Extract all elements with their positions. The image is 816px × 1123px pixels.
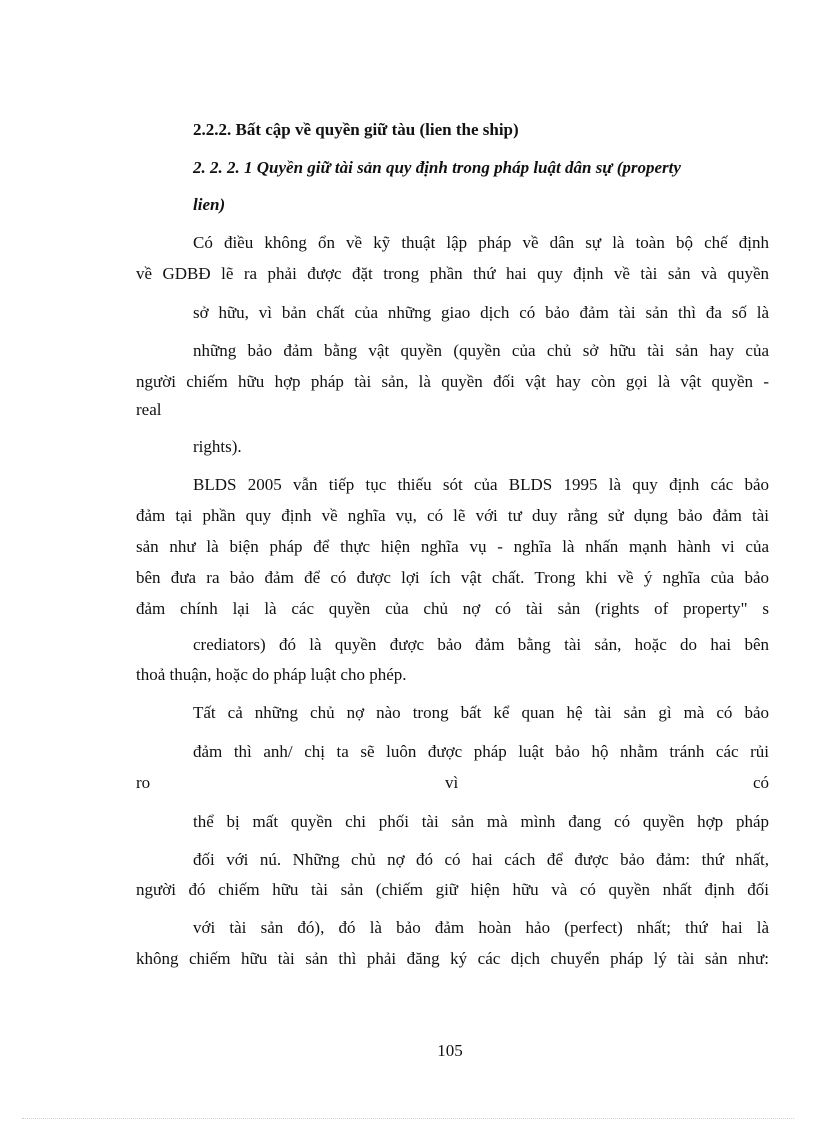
body-line: những bảo đảm bằng vật quyền (quyền của chủ sở hữu tài sản hay của — [193, 341, 769, 360]
body-line: người chiếm hữu hợp pháp tài sản, là quyền đối vật hay còn gọi là vật quyền - — [136, 372, 769, 391]
footer-divider — [22, 1118, 794, 1119]
body-line: đảm thì anh/ chị ta sẽ luôn được pháp luật bảo hộ nhằm tránh các rủi — [193, 742, 769, 761]
body-line: Có điều không ổn về kỹ thuật lập pháp về dân sự là toàn bộ chế định — [193, 233, 769, 252]
body-line: real — [136, 400, 162, 419]
body-line: không chiếm hữu tài sản thì phải đăng ký các dịch chuyển pháp lý tài sản như: — [136, 949, 769, 968]
body-line: ro vì có — [136, 773, 769, 792]
body-line: thoả thuận, hoặc do pháp luật cho phép. — [136, 665, 407, 684]
subsection-heading-line-2: lien) — [193, 195, 226, 214]
body-line: đảm chính lại là các quyền của chủ nợ có tài sản (rights of property" s — [136, 599, 769, 618]
body-line: đối với nú. Những chủ nợ đó có hai cách để được bảo đảm: thứ nhất, — [193, 850, 769, 869]
body-line: đảm tại phần quy định về nghĩa vụ, có lẽ với tư duy rằng sử dụng bảo đảm tài — [136, 506, 769, 525]
body-line: rights). — [193, 437, 242, 456]
section-heading: 2.2.2. Bất cập về quyền giữ tàu (lien the ship) — [193, 120, 519, 139]
body-line: thể bị mất quyền chi phối tài sản mà mình đang có quyền hợp pháp — [193, 812, 769, 831]
body-line: crediators) đó là quyền được bảo đảm bằng tài sản, hoặc do hai bên — [193, 635, 769, 654]
body-line: sở hữu, vì bản chất của những giao dịch có bảo đảm tài sản thì đa số là — [193, 303, 769, 322]
body-line: người đó chiếm hữu tài sản (chiếm giữ hiện hữu và có quyền nhất định đối — [136, 880, 769, 899]
page-number: 105 — [437, 1041, 463, 1060]
body-line: sản như là biện pháp để thực hiện nghĩa vụ - nghĩa là nhấn mạnh hành vi của — [136, 537, 769, 556]
body-line: BLDS 2005 vẫn tiếp tục thiếu sót của BLDS 1995 là quy định các bảo — [193, 475, 769, 494]
body-line: với tài sản đó), đó là bảo đảm hoàn hảo (perfect) nhất; thứ hai là — [193, 918, 769, 937]
body-line: về GDBĐ lẽ ra phải được đặt trong phần thứ hai quy định về tài sản và quyền — [136, 264, 769, 283]
subsection-heading-line-1: 2. 2. 2. 1 Quyền giữ tài sản quy định trong pháp luật dân sự (property — [193, 158, 681, 177]
body-line: Tất cả những chủ nợ nào trong bất kể quan hệ tài sản gì mà có bảo — [193, 703, 769, 722]
body-line: bên đưa ra bảo đảm để có được lợi ích vật chất. Trong khi về ý nghĩa của bảo — [136, 568, 769, 587]
